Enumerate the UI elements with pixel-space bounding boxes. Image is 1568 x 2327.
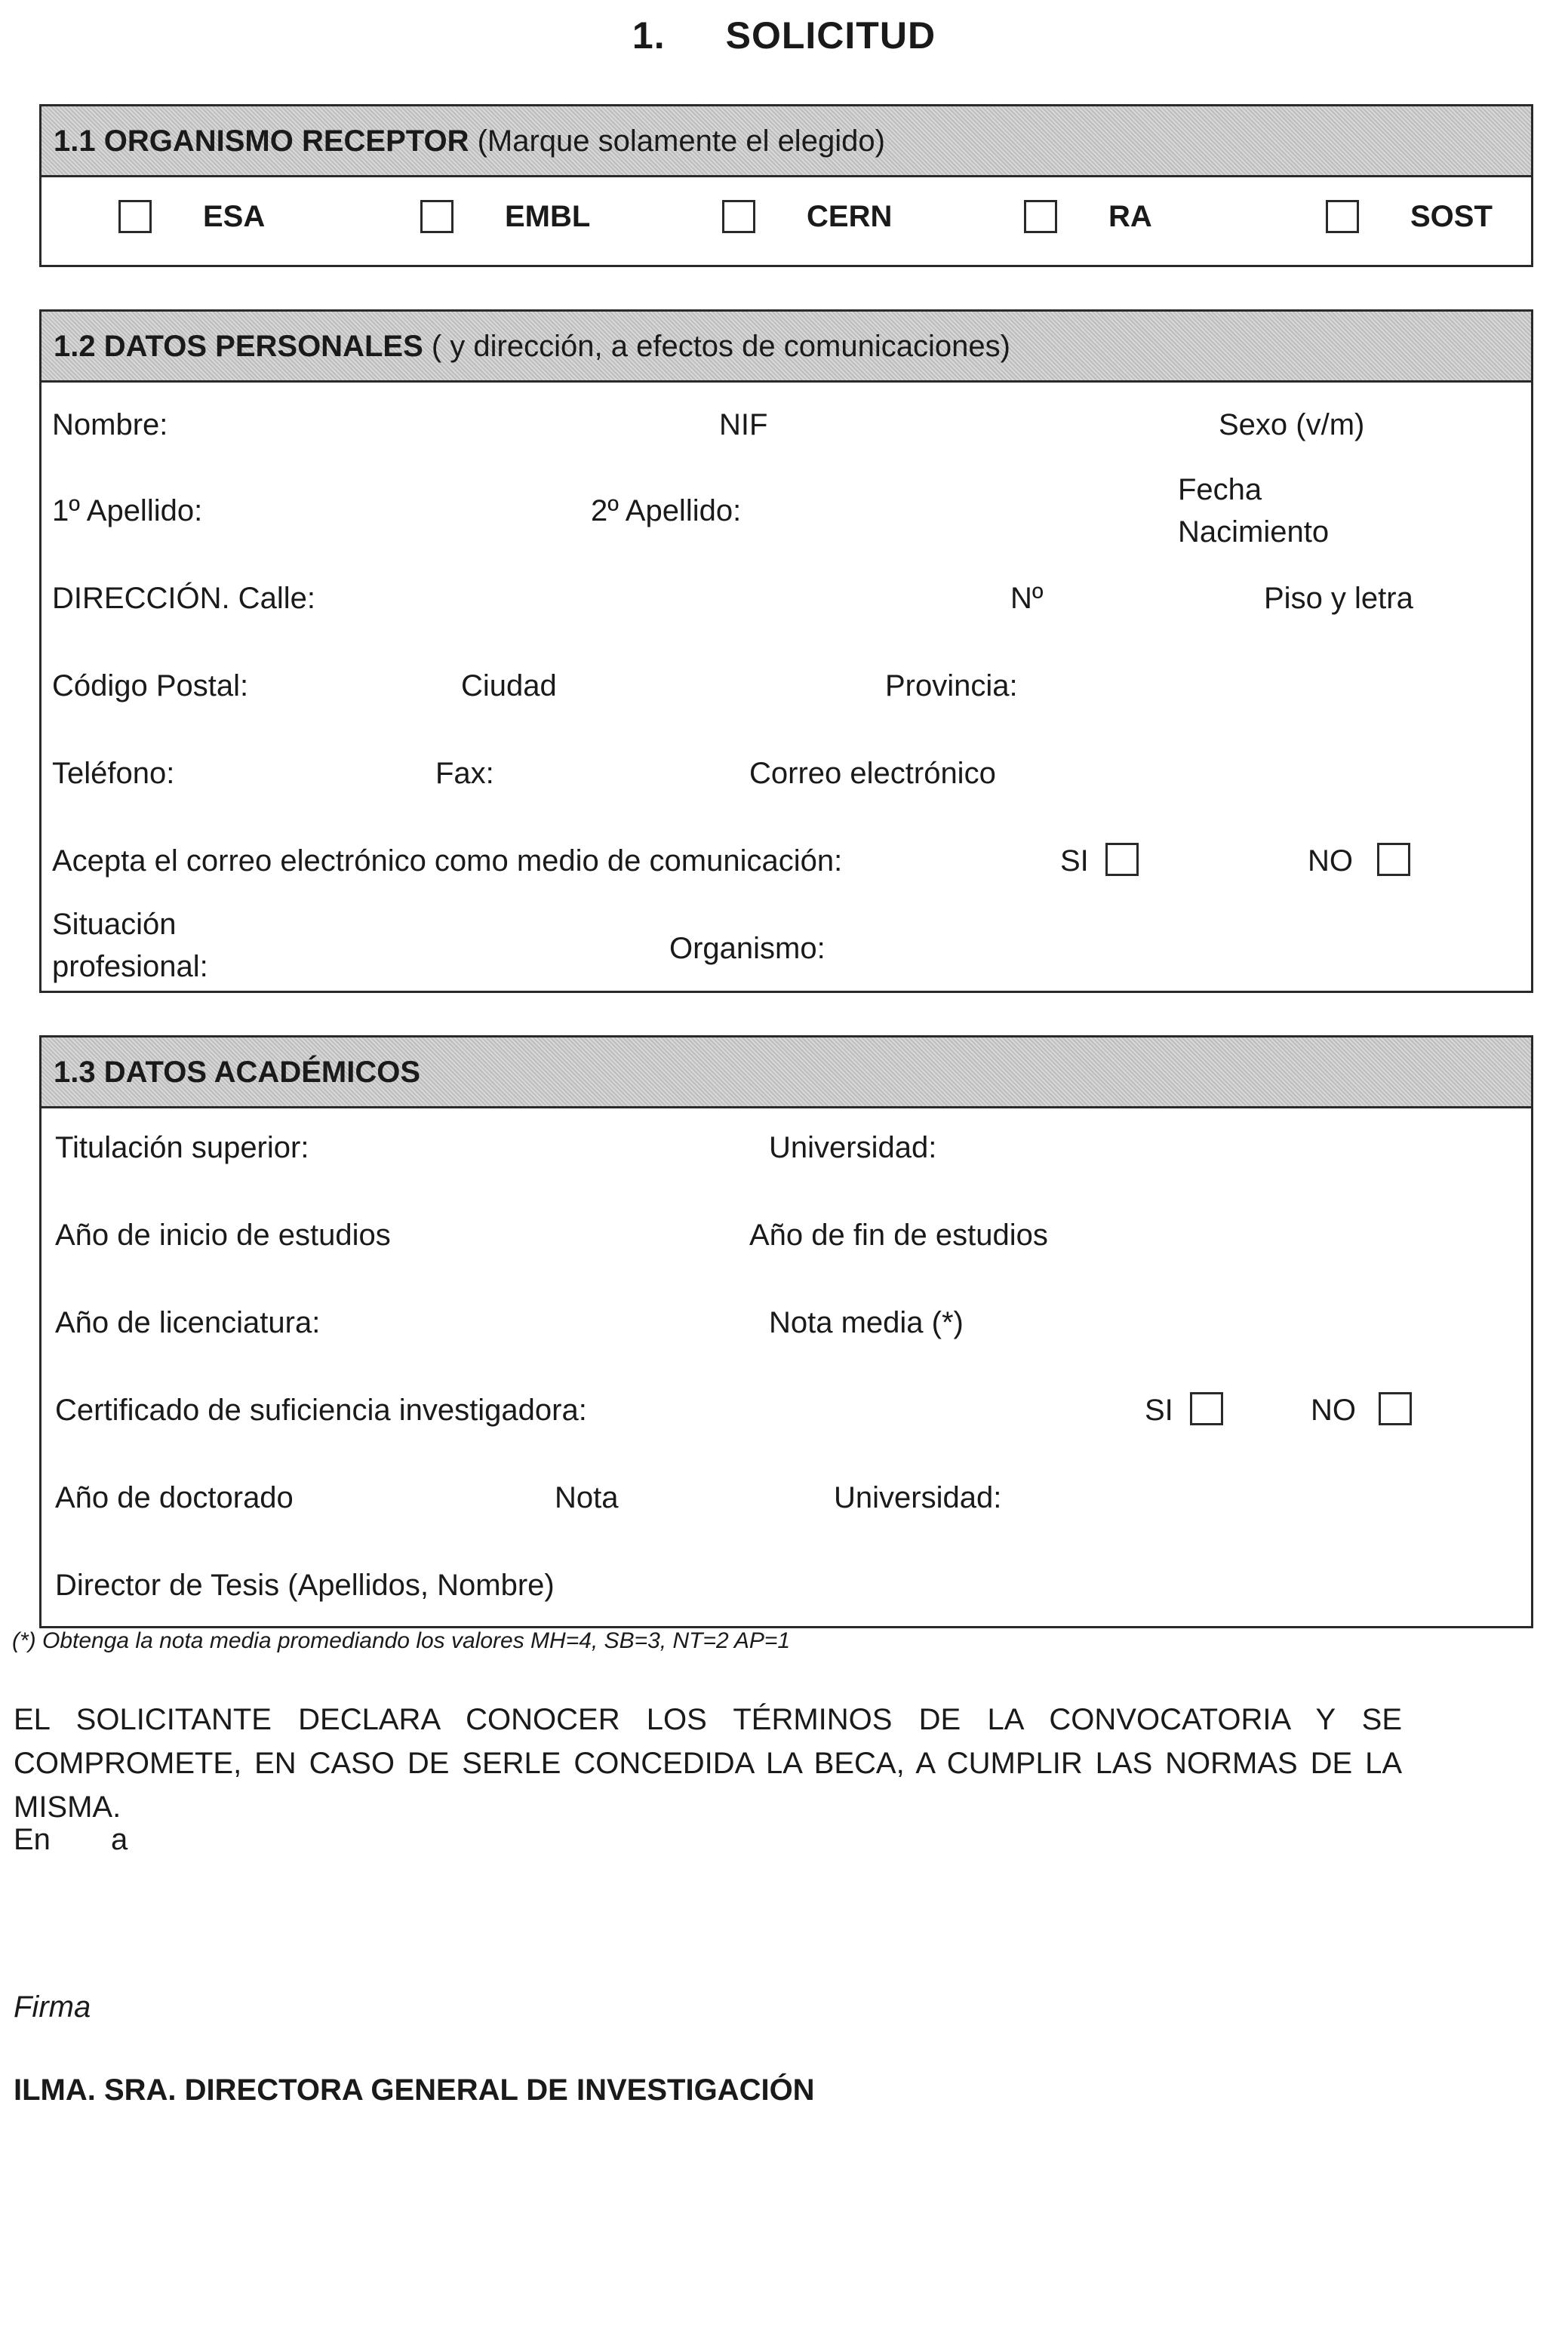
- field-label-director-tesis: Director de Tesis (Apellidos, Nombre): [55, 1569, 555, 1602]
- section-header: [42, 106, 1531, 177]
- section-header: [42, 1037, 1531, 1108]
- footnote: (*) Obtenga la nota media promediando los valores MH=4, SB=3, NT=2 AP=1: [12, 1628, 791, 1653]
- section-organismo-receptor: [39, 104, 1533, 267]
- field-label-certificado: Certificado de suficiencia investigadora:: [55, 1394, 587, 1427]
- field-label-acepta-correo: Acepta el correo electrónico como medio de comunicación:: [52, 844, 843, 878]
- place-a-label: a: [110, 1823, 128, 1856]
- section-heading: 1.2 DATOS PERSONALES: [54, 330, 423, 363]
- field-label-universidad-doctorado: Universidad:: [834, 1481, 1002, 1514]
- certificado-no-label: NO: [1311, 1394, 1356, 1427]
- checkbox-acepta-no[interactable]: [1377, 843, 1410, 876]
- section-heading: 1.3 DATOS ACADÉMICOS: [54, 1056, 420, 1089]
- field-label-fin-estudios: Año de fin de estudios: [749, 1219, 1048, 1252]
- option-label-ra: RA: [1108, 200, 1152, 233]
- field-label-nota: Nota: [555, 1481, 619, 1514]
- field-label-titulacion: Titulación superior:: [55, 1131, 309, 1164]
- option-label-sost: SOST: [1410, 200, 1493, 233]
- field-label-profesional: profesional:: [52, 950, 208, 983]
- place-date-line: [14, 1823, 128, 1857]
- field-label-provincia: Provincia:: [885, 669, 1018, 702]
- acepta-no-label: NO: [1308, 844, 1353, 878]
- declaration-text: EL SOLICITANTE DECLARA CONOCER LOS TÉRMINOS DE LA CONVOCATORIA Y SE COMPROMETE, EN CASO DE SERLE CONCEDIDA LA BECA, A CUMPLIR LAS NORMAS DE LA MISMA.: [14, 1703, 1402, 1824]
- field-label-nif: NIF: [719, 408, 768, 441]
- option-label-embl: EMBL: [505, 200, 591, 233]
- field-label-piso: Piso y letra: [1264, 582, 1413, 615]
- field-label-codigo-postal: Código Postal:: [52, 669, 249, 702]
- certificado-si-label: SI: [1145, 1394, 1173, 1427]
- section-title: SOLICITUD: [725, 14, 936, 57]
- section-header: [42, 312, 1531, 383]
- field-label-fax: Fax:: [435, 757, 494, 790]
- page-title: [0, 14, 1568, 57]
- field-label-numero: Nº: [1010, 582, 1044, 615]
- section-datos-personales: [39, 309, 1533, 993]
- section-subheading: (Marque solamente el elegido): [477, 124, 885, 158]
- field-label-direccion: DIRECCIÓN. Calle:: [52, 582, 315, 615]
- field-label-sexo: Sexo (v/m): [1219, 408, 1365, 441]
- field-label-situacion: Situación: [52, 908, 177, 941]
- checkbox-esa[interactable]: [118, 200, 152, 233]
- field-label-nota-media: Nota media (*): [769, 1306, 964, 1339]
- section-heading: 1.1 ORGANISMO RECEPTOR: [54, 124, 469, 158]
- addressee: ILMA. SRA. DIRECTORA GENERAL DE INVESTIGACIÓN: [14, 2073, 815, 2107]
- place-en-label: En: [14, 1823, 51, 1856]
- field-label-telefono: Teléfono:: [52, 757, 175, 790]
- field-label-organismo: Organismo:: [669, 932, 826, 965]
- signature-label: Firma: [14, 1990, 91, 2024]
- checkbox-acepta-si[interactable]: [1105, 843, 1139, 876]
- field-label-correo: Correo electrónico: [749, 757, 996, 790]
- option-label-cern: CERN: [807, 200, 893, 233]
- field-label-nombre: Nombre:: [52, 408, 168, 441]
- field-label-universidad: Universidad:: [769, 1131, 937, 1164]
- checkbox-embl[interactable]: [420, 200, 453, 233]
- option-label-esa: ESA: [203, 200, 266, 233]
- field-label-apellido1: 1º Apellido:: [52, 494, 203, 527]
- section-datos-academicos: [39, 1035, 1533, 1628]
- checkbox-ra[interactable]: [1024, 200, 1057, 233]
- section-number: 1.: [632, 14, 666, 57]
- field-label-apellido2: 2º Apellido:: [591, 494, 742, 527]
- field-label-licenciatura: Año de licenciatura:: [55, 1306, 321, 1339]
- checkbox-certificado-no[interactable]: [1379, 1392, 1412, 1425]
- checkbox-cern[interactable]: [722, 200, 755, 233]
- field-label-fecha: Fecha: [1178, 473, 1262, 506]
- section-subheading: ( y dirección, a efectos de comunicaciones): [431, 330, 1010, 363]
- field-label-doctorado: Año de doctorado: [55, 1481, 294, 1514]
- checkbox-certificado-si[interactable]: [1190, 1392, 1223, 1425]
- acepta-si-label: SI: [1060, 844, 1089, 878]
- checkbox-sost[interactable]: [1326, 200, 1359, 233]
- field-label-nacimiento: Nacimiento: [1178, 515, 1330, 549]
- field-label-inicio-estudios: Año de inicio de estudios: [55, 1219, 391, 1252]
- field-label-ciudad: Ciudad: [461, 669, 557, 702]
